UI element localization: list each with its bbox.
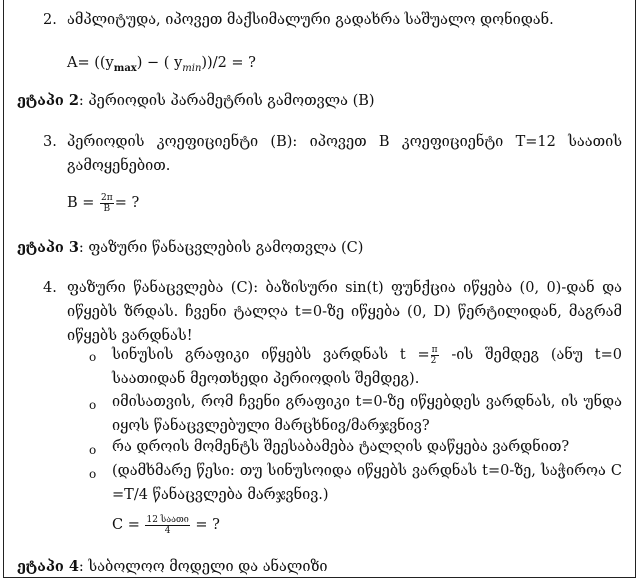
item-text: ფაზური წანაცვლება (C): ბაზისური sin(t) ფუნქცია იწყება (0, 0)-დან და იწყებს ზრდას. ჩვენი ტალღა t=0-ზე იწყება (0, D) წერტილიდან, მაგრამ იწყებს ვარდნას! (67, 280, 622, 344)
bullet-item: იმისათვის, რომ ჩვენი გრაფიკი t=0-ზე იწყებდეს ვარდნას, ის უნდა იყოს წანაცვლებული მარცხნივ/მარჯვნივ? (112, 394, 622, 434)
bullet-item: სინუსის გრაფიკი იწყებს ვარდნას t = $\frac{\pi}{2}$ -ის შემდეგ (ანუ t=0 საათიდან მეოთხედი პერიოდის შემდეგ). (112, 344, 622, 387)
bullet-marker: o (89, 467, 97, 481)
bullet-marker: o (89, 398, 97, 412)
bullet-marker: o (89, 350, 97, 364)
item-number: 3. (43, 134, 57, 150)
item-number: 4. (43, 280, 57, 296)
phase-formula: C = $\frac{\text{12 საათი}}{4}$ = ? (112, 514, 220, 536)
stage-heading: ეტაპი 4: საბოლოო მოდელი და ანალიზი (17, 558, 328, 575)
bullet-item: რა დროის მომენტს შეესაბამება ტალღის დაწყება ვარდნით? (112, 439, 570, 455)
bullet-item: (დამხმარე წესი: თუ სინუსოიდა იწყებს ვარდნას t=0-ზე, საჭიროა C =T/4 წანაცვლება მარჯვნივ.) (112, 463, 622, 503)
bullet-marker: o (89, 443, 97, 457)
stage-heading: ეტაპი 3: ფაზური წანაცვლების გამოთვლა (C) (17, 239, 364, 256)
item-number: 2. (43, 12, 57, 28)
item-text: პერიოდის კოეფიციენტი (B): იპოვეთ B კოეფიციენტი T=12 საათის გამოყენებით. (67, 134, 622, 174)
amplitude-formula: $A= ((y_{max})$ − ( $y_{min}))/2$ = ? (67, 55, 256, 74)
stage-heading: ეტაპი 2: პერიოდის პარამეტრის გამოთვლა (B) (17, 92, 375, 109)
period-formula: B = $\frac{2\pi}{B}$ = ? (67, 192, 140, 214)
item-text: ამპლიტუდა, იპოვეთ მაქსიმალური გადახრა საშუალო დონიდან. (67, 12, 554, 28)
